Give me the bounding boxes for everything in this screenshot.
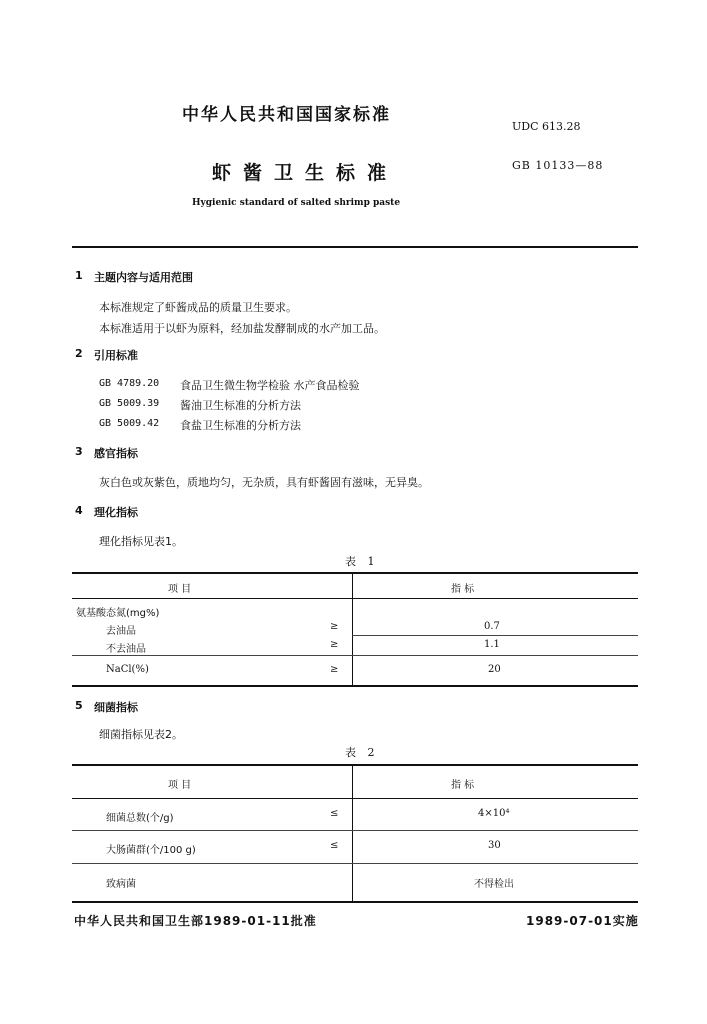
table-row-item: 细菌总数(个/g) [106, 813, 174, 824]
reference-3-title: 食盐卫生标准的分析方法 [180, 419, 301, 432]
udc-code: UDC 613.28 [512, 120, 581, 133]
header-divider [72, 246, 638, 248]
document-title: 虾酱卫生标准 [212, 162, 399, 184]
table-row-item: 大肠菌群(个/100 g) [106, 845, 196, 856]
table-1-row-rule [352, 635, 638, 636]
section-5-text: 细菌指标见表2。 [99, 728, 183, 741]
section-1-title: 主题内容与适用范围 [94, 271, 193, 284]
table-row-value: 1.1 [484, 639, 500, 650]
table-row-value: 20 [488, 664, 501, 675]
reference-2-title: 酱油卫生标准的分析方法 [180, 399, 301, 412]
section-4-text: 理化指标见表1。 [99, 535, 183, 548]
english-title: Hygienic standard of salted shrimp paste [192, 198, 401, 208]
section-3-text: 灰白色或灰紫色，质地均匀，无杂质，具有虾酱固有滋味，无异臭。 [99, 476, 429, 489]
table-row-value: 30 [488, 840, 501, 851]
section-1-line-1: 本标准规定了虾酱成品的质量卫生要求。 [99, 301, 297, 314]
table-2-row-rule [72, 863, 638, 864]
table-1-group-label: 氨基酸态氮(mg%) [76, 608, 160, 619]
reference-1-code: GB 4789.20 [99, 378, 160, 389]
table-1-header-value: 指 标 [451, 584, 475, 595]
reference-3-code: GB 5009.42 [99, 418, 160, 429]
table-2-row-rule [72, 830, 638, 831]
section-4-title: 理化指标 [94, 506, 138, 519]
issuing-authority: 中华人民共和国国家标准 [182, 105, 391, 125]
table-1-header-item: 项 目 [168, 584, 192, 595]
section-5-number: 5 [75, 699, 83, 712]
section-2-number: 2 [75, 347, 83, 360]
section-5-title: 细菌指标 [94, 701, 138, 714]
reference-2-code: GB 5009.39 [99, 398, 160, 409]
table-2-header-item: 项 目 [168, 780, 192, 791]
table-row-item: 致病菌 [106, 879, 136, 890]
table-2-top-rule [72, 764, 638, 766]
section-1-number: 1 [75, 269, 83, 282]
section-3-title: 感官指标 [94, 447, 138, 460]
approval-statement: 中华人民共和国卫生部1989-01-11批准 [74, 914, 317, 928]
table-row-operator: ≥ [330, 621, 339, 632]
table-row-operator: ≤ [330, 808, 339, 819]
table-row-operator: ≥ [330, 639, 339, 650]
table-1-header-rule [72, 598, 638, 599]
table-row-value: 不得检出 [474, 879, 514, 890]
table-2-caption: 表 2 [345, 746, 379, 759]
table-2-header-rule [72, 798, 638, 799]
section-1-line-2: 本标准适用于以虾为原料，经加盐发酵制成的水产加工品。 [99, 322, 385, 335]
table-row-item: 去油品 [106, 626, 136, 637]
table-row-operator: ≥ [330, 664, 339, 675]
table-2-column-divider [352, 765, 353, 902]
table-row-value: 4×10⁴ [478, 808, 510, 819]
table-row-item: NaCl(%) [106, 664, 149, 675]
table-2-bottom-rule [72, 901, 638, 903]
table-2-header-value: 指 标 [451, 780, 475, 791]
section-3-number: 3 [75, 445, 83, 458]
standard-number: GB 10133—88 [512, 159, 604, 172]
implementation-date: 1989-07-01实施 [526, 914, 639, 928]
section-4-number: 4 [75, 504, 83, 517]
table-1-top-rule [72, 572, 638, 574]
table-row-value: 0.7 [484, 621, 500, 632]
table-1-row-rule [72, 655, 638, 656]
table-row-operator: ≤ [330, 840, 339, 851]
section-2-title: 引用标准 [94, 349, 138, 362]
table-row-item: 不去油品 [106, 644, 146, 655]
table-1-bottom-rule [72, 685, 638, 687]
table-1-caption: 表 1 [345, 555, 379, 568]
table-1-column-divider [352, 573, 353, 686]
reference-1-title: 食品卫生微生物学检验 水产食品检验 [180, 379, 360, 392]
